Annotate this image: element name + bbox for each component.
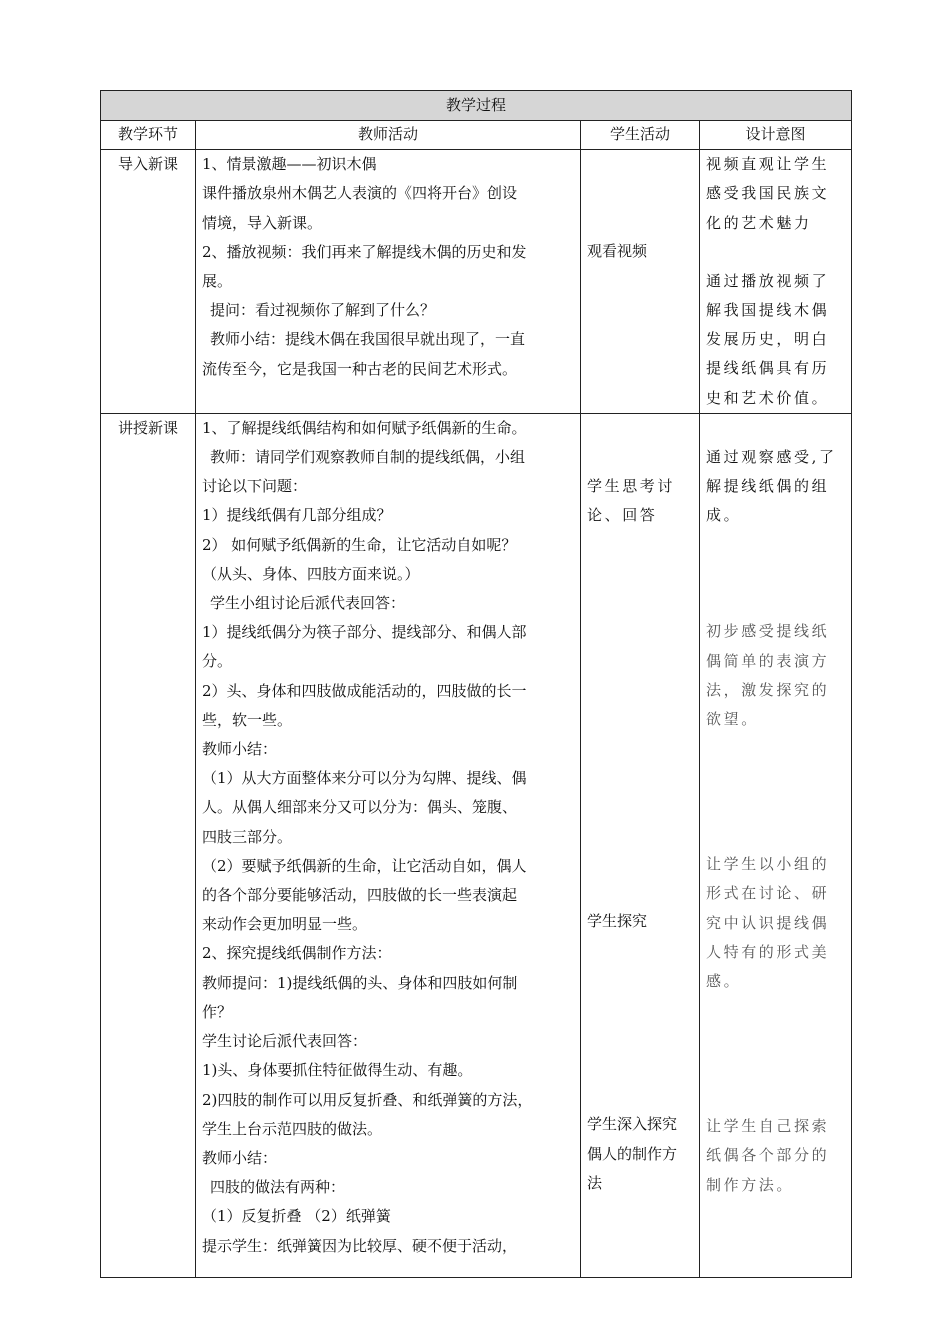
text-line: 通过播放视频了 bbox=[706, 271, 830, 290]
text-line: 人特有的形式美 bbox=[706, 942, 830, 961]
text-line: 1）提线纸偶分为筷子部分、提线部分、和偶人部 bbox=[202, 623, 527, 642]
text-line: 学生探究 bbox=[587, 912, 648, 931]
text-line: 1）提线纸偶有几部分组成？ bbox=[202, 506, 392, 525]
text-line: 法 bbox=[587, 1173, 603, 1192]
text-line: 成。 bbox=[706, 506, 742, 525]
text-line: 偶简单的表演方 bbox=[706, 651, 830, 670]
lesson-process-table bbox=[100, 90, 852, 1278]
header-design-intent: 设计意图 bbox=[700, 121, 852, 150]
text-line: 法，激发探究的 bbox=[706, 680, 830, 699]
table-row bbox=[101, 413, 852, 1277]
stage-cell: 讲授新课 bbox=[101, 413, 196, 1277]
design-intent-cell bbox=[700, 413, 852, 1277]
header-teacher-activity: 教师活动 bbox=[196, 121, 581, 150]
text-line: 作？ bbox=[202, 1002, 233, 1021]
text-line: 感。 bbox=[706, 972, 742, 991]
text-line: 欲望。 bbox=[706, 710, 759, 729]
text-line: 化的艺术魅力 bbox=[706, 213, 812, 232]
text-line: 1、了解提线纸偶结构和如何赋予纸偶新的生命。 bbox=[202, 418, 527, 437]
text-line: 提线纸偶具有历 bbox=[706, 359, 830, 378]
text-line: 1)头、身体要抓住特征做得生动、有趣。 bbox=[202, 1061, 473, 1080]
text-line: 学生上台示范四肢的做法。 bbox=[202, 1119, 383, 1138]
text-line: 制作方法。 bbox=[706, 1175, 795, 1194]
text-line: 究中认识提线偶 bbox=[706, 913, 830, 932]
text-line: 学生小组讨论后派代表回答： bbox=[210, 594, 406, 613]
text-line: 教师：请同学们观察教师自制的提线纸偶，小组 bbox=[210, 448, 526, 467]
student-activity-cell bbox=[581, 150, 700, 414]
text-line: 教师小结： bbox=[202, 1148, 278, 1167]
text-line: 让学生以小组的 bbox=[706, 855, 830, 874]
text-line: 2、探究提线纸偶制作方法： bbox=[202, 944, 392, 963]
text-line: 提示学生：纸弹簧因为比较厚、硬不便于活动， bbox=[202, 1236, 518, 1255]
text-line: 2） 如何赋予纸偶新的生命，让它活动自如呢？ bbox=[202, 535, 517, 554]
text-line: 形式在讨论、研 bbox=[706, 884, 830, 903]
text-line: 观看视频 bbox=[587, 242, 648, 261]
text-line: 展。 bbox=[202, 272, 233, 291]
text-line: 情境，导入新课。 bbox=[202, 213, 323, 232]
text-line: 初步感受提线纸 bbox=[706, 622, 830, 641]
text-line: 解我国提线木偶 bbox=[706, 301, 830, 320]
text-line: 教师小结：提线木偶在我国很早就出现了，一直 bbox=[210, 330, 526, 349]
text-line: 来动作会更加明显一些。 bbox=[202, 915, 368, 934]
header-student-activity: 学生活动 bbox=[581, 121, 700, 150]
text-line: （1）从大方面整体来分可以分为勾牌、提线、偶 bbox=[202, 769, 527, 788]
text-line: 分。 bbox=[202, 652, 233, 671]
text-line: 偶人的制作方 bbox=[587, 1144, 678, 1163]
text-line: 2）头、身体和四肢做成能活动的，四肢做的长一 bbox=[202, 681, 527, 700]
text-line: 教师小结： bbox=[202, 740, 278, 759]
text-line: 史和艺术价值。 bbox=[706, 388, 830, 407]
text-line: 学生讨论后派代表回答： bbox=[202, 1032, 368, 1051]
text-line: （2）要赋予纸偶新的生命，让它活动自如，偶人 bbox=[202, 856, 527, 875]
text-line: 感受我国民族文 bbox=[706, 184, 830, 203]
text-line: 1、情景激趣——初识木偶 bbox=[202, 155, 377, 174]
text-line: 四肢的做法有两种： bbox=[210, 1178, 346, 1197]
text-line: 课件播放泉州木偶艺人表演的《四将开台》创设 bbox=[202, 184, 518, 203]
text-line: 通过观察感受,了 bbox=[706, 447, 837, 466]
text-line: （从头、身体、四肢方面来说。） bbox=[202, 564, 420, 583]
header-stage: 教学环节 bbox=[101, 121, 196, 150]
text-line: 解提线纸偶的组 bbox=[706, 477, 830, 496]
text-line: 的各个部分要能够活动，四肢做的长一些表演起 bbox=[202, 886, 518, 905]
teacher-activity-cell bbox=[196, 150, 581, 414]
text-line: 人。从偶人细部来分又可以分为：偶头、笼腹、 bbox=[202, 798, 518, 817]
text-line: 四肢三部分。 bbox=[202, 827, 293, 846]
table-title: 教学过程 bbox=[101, 91, 852, 121]
text-line: （1）反复折叠 （2）纸弹簧 bbox=[202, 1207, 391, 1226]
teacher-activity-cell bbox=[196, 413, 581, 1277]
stage-cell: 导入新课 bbox=[101, 150, 196, 414]
text-line: 提问：看过视频你了解到了什么？ bbox=[210, 301, 436, 320]
text-line: 论、回答 bbox=[587, 506, 658, 525]
design-intent-cell bbox=[700, 150, 852, 414]
text-line: 让学生自己探索 bbox=[706, 1117, 830, 1136]
text-line: 些，软一些。 bbox=[202, 710, 293, 729]
text-line: 流传至今，它是我国一种古老的民间艺术形式。 bbox=[202, 359, 518, 378]
text-line: 讨论以下问题： bbox=[202, 477, 308, 496]
header-row bbox=[101, 121, 852, 150]
table-row bbox=[101, 150, 852, 414]
student-activity-cell bbox=[581, 413, 700, 1277]
text-line: 纸偶各个部分的 bbox=[706, 1146, 830, 1165]
text-line: 教师提问：1)提线纸偶的头、身体和四肢如何制 bbox=[202, 973, 518, 992]
text-line: 学生深入探究 bbox=[587, 1115, 678, 1134]
text-line: 视频直观让学生 bbox=[706, 155, 830, 174]
text-line: 2)四肢的制作可以用反复折叠、和纸弹簧的方法， bbox=[202, 1090, 533, 1109]
text-line: 2、播放视频：我们再来了解提线木偶的历史和发 bbox=[202, 242, 527, 261]
text-line: 学生思考讨 bbox=[587, 476, 676, 495]
text-line: 发展历史，明白 bbox=[706, 330, 830, 349]
